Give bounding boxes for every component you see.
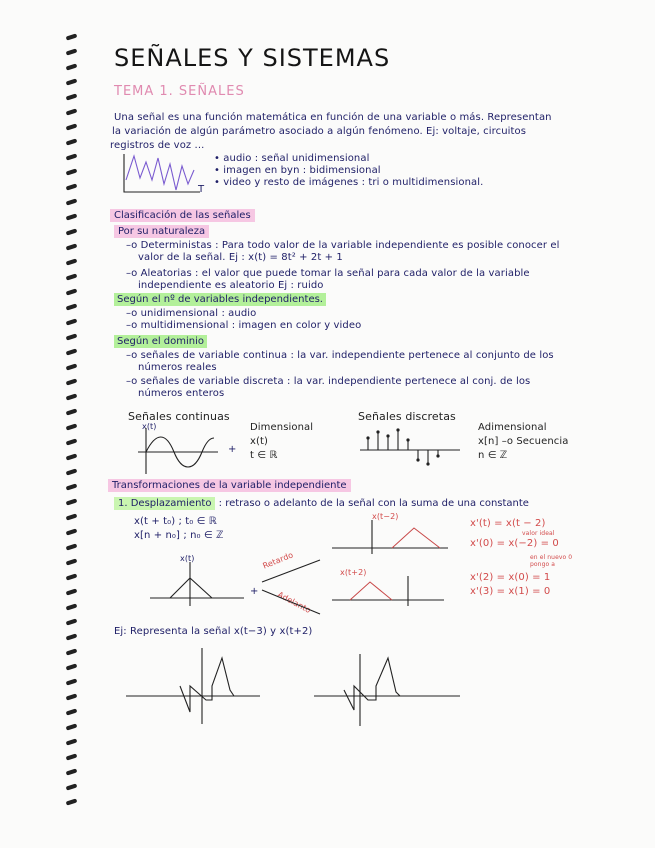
spiral-ring — [66, 378, 78, 385]
bullet-imagen: • imagen en byn : bidimensional — [214, 165, 381, 176]
unidimensional-line: –o unidimensional : audio — [126, 308, 257, 319]
shift-arrows — [262, 560, 332, 620]
spiral-ring — [66, 573, 78, 580]
spiral-ring — [66, 468, 78, 475]
spiral-ring — [66, 783, 78, 790]
advanced-triangle-plot — [332, 574, 452, 610]
example-plot-right — [314, 650, 464, 730]
result-eq-4: x'(3) = x(1) = 0 — [470, 586, 551, 597]
adimensional-label: Adimensional — [478, 422, 547, 433]
spiral-ring — [66, 768, 78, 775]
spiral-ring — [66, 183, 78, 190]
spiral-ring — [66, 408, 78, 415]
intro-line-3: registros de voz ... — [110, 140, 205, 151]
spiral-ring — [66, 333, 78, 340]
desplazamiento-line: 1. Desplazamiento : retraso o adelanto de la señal con la suma de una constante — [114, 498, 529, 509]
continuas-label: Señales continuas — [128, 410, 230, 423]
spiral-ring — [66, 438, 78, 445]
continua-line-1: –o señales de variable continua : la var. independiente pertenece al conjunto de los — [126, 350, 554, 361]
spiral-ring — [66, 618, 78, 625]
deterministas-line-1: –o Deterministas : Para todo valor de la variable independiente es posible conocer el — [126, 240, 560, 251]
plus-sign-2: + — [250, 586, 259, 597]
spiral-ring — [66, 243, 78, 250]
adelanto-label: Adelanto — [276, 589, 313, 616]
spiral-ring — [66, 213, 78, 220]
deterministas-line-2: valor de la señal. Ej : x(t) = 8t² + 2t + 1 — [138, 252, 343, 263]
intro-line-1: Una señal es una función matemática en función de una variable o más. Representan — [114, 112, 552, 123]
result-eq-3: x'(2) = x(0) = 1 — [470, 572, 551, 583]
spiral-ring — [66, 288, 78, 295]
result-eq-2: x'(0) = x(−2) = 0 — [470, 538, 559, 549]
aleatorias-line-2: independiente es aleatorio Ej : ruido — [138, 280, 324, 291]
spiral-ring — [66, 528, 78, 535]
spiral-ring — [66, 258, 78, 265]
spiral-ring — [66, 138, 78, 145]
spiral-ring — [66, 78, 78, 85]
spiral-ring — [66, 678, 78, 685]
spiral-ring — [66, 123, 78, 130]
spiral-ring — [66, 153, 78, 160]
spiral-ring — [66, 63, 78, 70]
discrete-signal-sketch — [360, 424, 470, 474]
retardo-label: Retardo — [261, 550, 295, 571]
desplazamiento-eq-continuous: x(t + t₀) ; t₀ ∈ ℝ — [134, 516, 217, 527]
sine-wave-sketch — [138, 428, 228, 476]
dimensional-label: Dimensional — [250, 422, 314, 433]
discretas-label: Señales discretas — [358, 410, 456, 423]
clasificacion-heading: Clasificación de las señales — [110, 210, 255, 221]
spiral-ring — [66, 108, 78, 115]
transformaciones-heading: Transformaciones de la variable independiente — [108, 480, 351, 491]
spiral-ring — [66, 363, 78, 370]
result-note-1: valor ideal — [522, 530, 555, 537]
variables-label: Según el nº de variables independientes. — [114, 294, 326, 305]
spiral-ring — [66, 453, 78, 460]
spiral-ring — [66, 303, 78, 310]
spiral-ring — [66, 798, 78, 805]
spiral-ring — [66, 663, 78, 670]
xt-minus2-label: x(t−2) — [372, 512, 399, 521]
spiral-ring — [66, 33, 78, 40]
discretas-xn: x[n] –o Secuencia — [478, 436, 569, 447]
topic-heading: TEMA 1. SEÑALES — [114, 84, 245, 99]
example-plot-left — [126, 646, 266, 726]
multidimensional-line: –o multidimensional : imagen en color y video — [126, 320, 362, 331]
spiral-ring — [66, 513, 78, 520]
spiral-ring — [66, 708, 78, 715]
axis-t-label: T — [198, 184, 205, 195]
intro-line-2: la variación de algún parámetro asociado a algún fenómeno. Ej: voltaje, circuitos — [112, 126, 527, 137]
spiral-ring — [66, 603, 78, 610]
bullet-audio: • audio : señal unidimensional — [214, 153, 370, 164]
continuas-domain: t ∈ ℝ — [250, 450, 278, 461]
naturaleza-label: Por su naturaleza — [114, 226, 209, 237]
xt-small-label: x(t) — [180, 554, 195, 563]
spiral-ring — [66, 318, 78, 325]
page-title: SEÑALES Y SISTEMAS — [114, 44, 391, 72]
base-triangle-plot — [150, 562, 250, 608]
spiral-ring — [66, 393, 78, 400]
continua-line-2: números reales — [138, 362, 217, 373]
spiral-ring — [66, 633, 78, 640]
xt-plus2-label: x(t+2) — [340, 568, 367, 577]
spiral-ring — [66, 423, 78, 430]
spiral-ring — [66, 93, 78, 100]
dominio-label: Según el dominio — [114, 336, 207, 347]
continuas-ylabel: x(t) — [142, 422, 157, 431]
continuas-xt: x(t) — [250, 436, 269, 447]
result-eq-1: x'(t) = x(t − 2) — [470, 518, 546, 529]
spiral-ring — [66, 198, 78, 205]
spiral-ring — [66, 753, 78, 760]
delayed-triangle-plot — [332, 518, 452, 558]
plus-sign: + — [228, 444, 237, 455]
spiral-ring — [66, 693, 78, 700]
random-signal-sketch — [120, 150, 210, 200]
discretas-domain: n ∈ ℤ — [478, 450, 508, 461]
spiral-ring — [66, 723, 78, 730]
discreta-line-1: –o señales de variable discreta : la var. independiente pertenece al conj. de los — [126, 376, 531, 387]
desplazamiento-eq-discrete: x[n + n₀] ; n₀ ∈ ℤ — [134, 530, 224, 541]
result-note-2: en el nuevo 0 pongo a — [530, 554, 573, 568]
spiral-ring — [66, 588, 78, 595]
bullet-video: • video y resto de imágenes : tri o multidimensional. — [214, 177, 484, 188]
spiral-ring — [66, 543, 78, 550]
spiral-ring — [66, 48, 78, 55]
aleatorias-line-1: –o Aleatorias : el valor que puede tomar la señal para cada valor de la variable — [126, 268, 530, 279]
spiral-ring — [66, 273, 78, 280]
spiral-ring — [66, 738, 78, 745]
spiral-ring — [66, 498, 78, 505]
spiral-binding — [66, 35, 80, 815]
spiral-ring — [66, 483, 78, 490]
spiral-ring — [66, 348, 78, 355]
spiral-ring — [66, 558, 78, 565]
spiral-ring — [66, 228, 78, 235]
ejemplo-line: Ej: Representa la señal x(t−3) y x(t+2) — [114, 626, 313, 637]
discreta-line-2: números enteros — [138, 388, 225, 399]
spiral-ring — [66, 168, 78, 175]
spiral-ring — [66, 648, 78, 655]
